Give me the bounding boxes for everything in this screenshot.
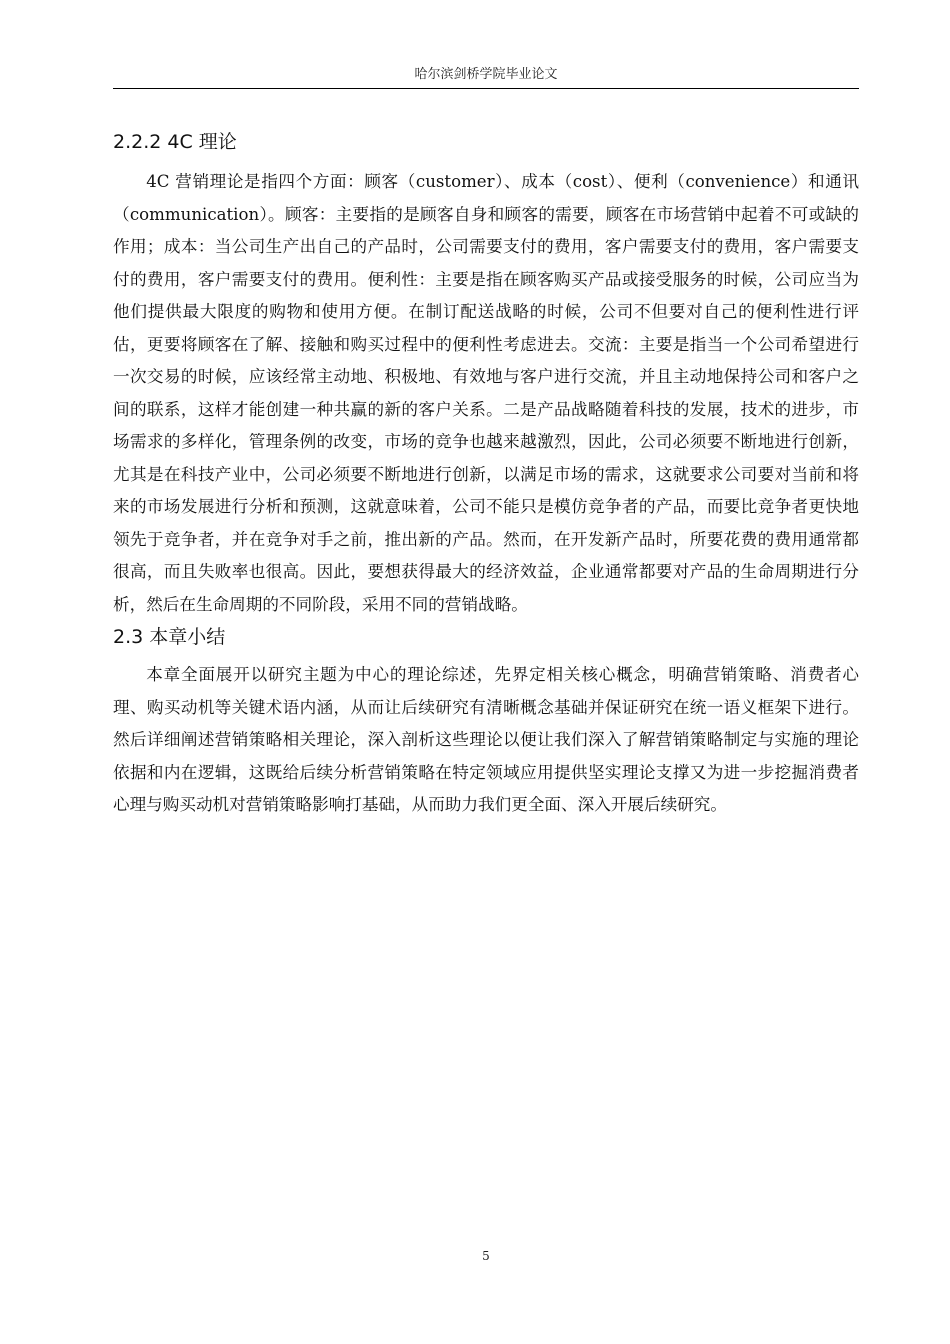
section-heading-2-3 bbox=[113, 623, 859, 651]
header-divider bbox=[113, 88, 859, 89]
section-number: 2.3 bbox=[113, 626, 144, 648]
section-heading-2-2-2 bbox=[113, 128, 859, 156]
paragraph-chapter-summary: 本章全面展开以研究主题为中心的理论综述，先界定相关核心概念，明确营销策略、消费者心理、购买动机等关键术语内涵，从而让后续研究有清晰概念基础并保证研究在统一语义框架下进行。然后详细阐述营销策略相关理论，深入剖析这些理论以便让我们深入了解营销策略制定与实施的理论依据和内在逻辑，这既给后续分析营销策略在特定领域应用提供坚实理论支撑又为进一步挖掘消费者心理与购买动机对营销策略影响打基础，从而助力我们更全面、深入开展后续研究。 bbox=[113, 665, 859, 814]
document-body bbox=[113, 122, 859, 822]
page-number: 5 bbox=[482, 1249, 490, 1263]
section-title: 4C 理论 bbox=[167, 131, 237, 153]
paragraph-4c-theory: 4C 营销理论是指四个方面：顾客（customer）、成本（cost）、便利（convenience）和通讯（communication）。顾客：主要指的是顾客自身和顾客的需要，顾客在市场营销中起着不可或缺的作用；成本：当公司生产出自己的产品时，公司需要支付的费用，客户需要支付的费用，客户需要支付的费用，客户需要支付的费用。便利性：主要是指在顾客购买产品或接受服务的时候，公司应当为他们提供最大限度的购物和使用方便。在制订配送战略的时候，公司不但要对自己的便利性进行评估，更要将顾客在了解、接触和购买过程中的便利性考虑进去。交流：主要是指当一个公司希望进行一次交易的时候，应该经常主动地、积极地、有效地与客户进行交流，并且主动地保持公司和客户之间的联系，这样才能创建一种共赢的新的客户关系。二是产品战略随着科技的发展，技术的进步，市场需求的多样化，管理条例的改变，市场的竞争也越来越激烈，因此，公司必须要不断地进行创新，尤其是在科技产业中，公司必须要不断地进行创新，以满足市场的需求，这就要求公司要对当前和将来的市场发展进行分析和预测，这就意味着，公司不能只是模仿竞争者的产品，而要比竞争者更快地领先于竞争者，并在竞争对手之前，推出新的产品。然而，在开发新产品时，所要花费的费用通常都很高，而且失败率也很高。因此，要想获得最大的经济效益，企业通常都要对产品的生命周期进行分析，然后在生命周期的不同阶段，采用不同的营销战略。 bbox=[113, 172, 859, 614]
section-title: 本章小结 bbox=[149, 626, 226, 648]
section-number: 2.2.2 bbox=[113, 131, 162, 153]
page-header: 哈尔滨剑桥学院毕业论文 bbox=[414, 67, 558, 82]
